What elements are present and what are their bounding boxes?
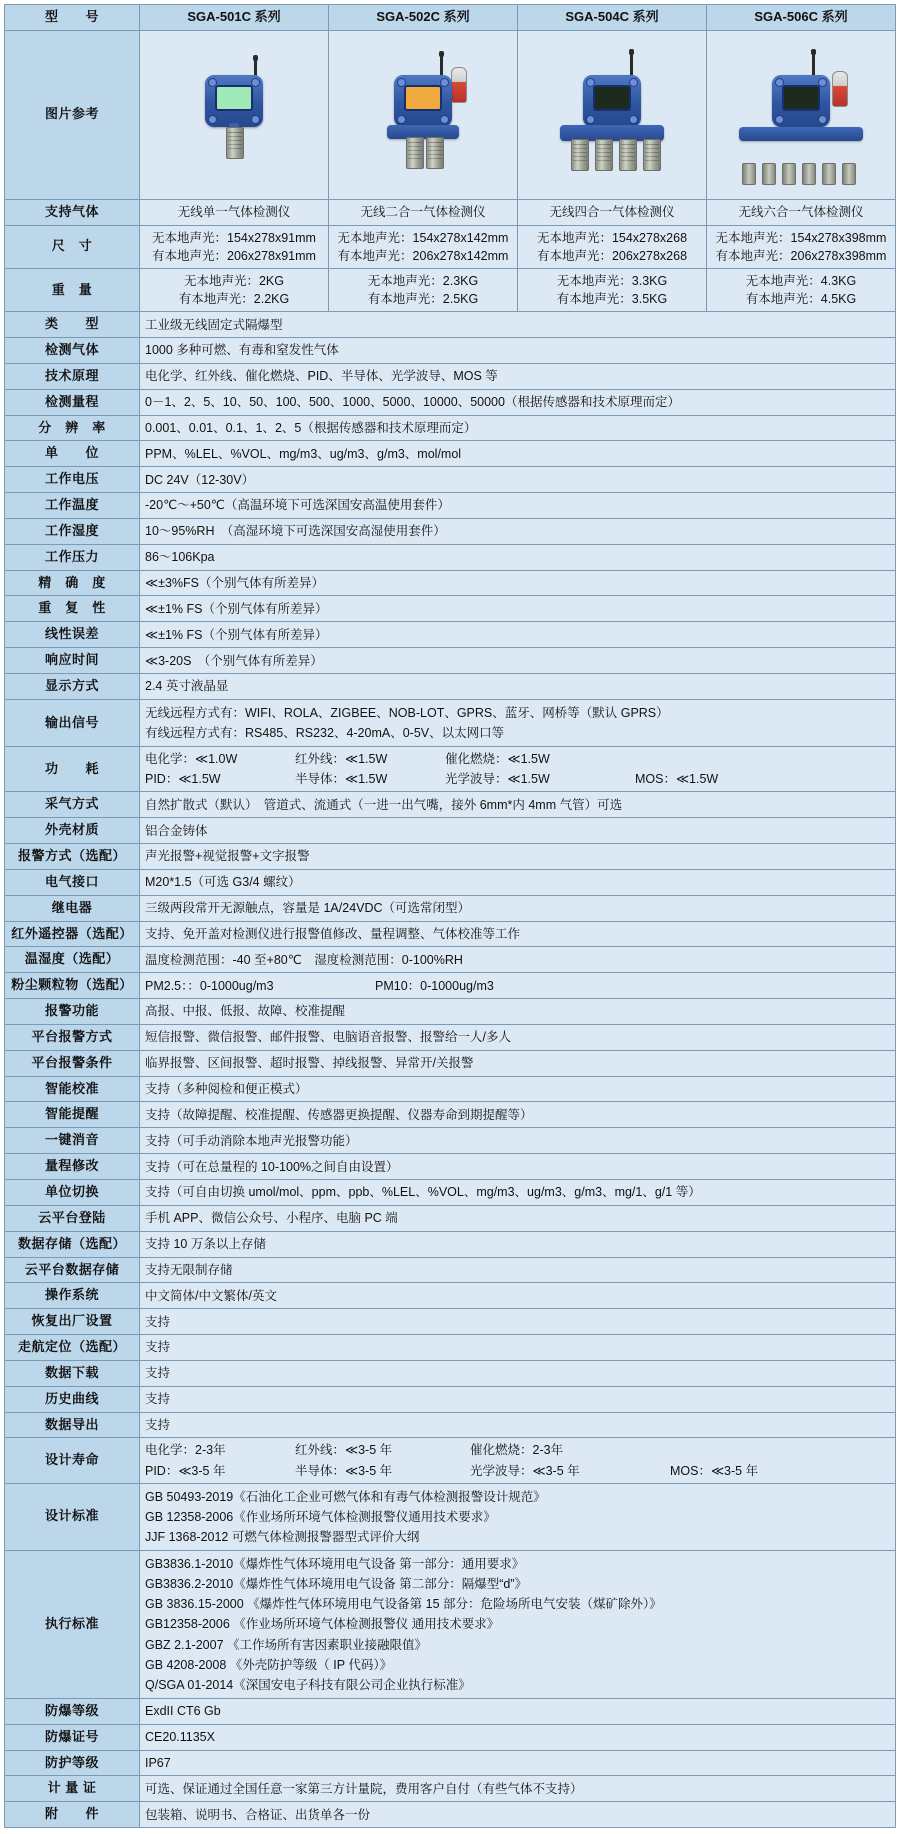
table-row-principle bbox=[5, 363, 896, 389]
weight-no-alarm: 无本地声光：2KG bbox=[183, 273, 284, 288]
sensor-probe bbox=[619, 139, 637, 171]
alarm-beacon-icon bbox=[832, 71, 848, 107]
table-row-unit-switch bbox=[5, 1180, 896, 1206]
row-value-response-time: ≪3-20S （个别气体有所差异） bbox=[140, 648, 896, 674]
row-value-metrology-cert: 可选、保证通过全国任意一家第三方计量院，费用客户自付（有些气体不支持） bbox=[140, 1776, 896, 1802]
table-row-humidity bbox=[5, 518, 896, 544]
row-label-factory-reset: 恢复出厂设置 bbox=[5, 1309, 140, 1335]
table-row-gps bbox=[5, 1335, 896, 1361]
table-row-ir-remote bbox=[5, 921, 896, 947]
row-value-electrical-interface: M20*1.5（可选 G3/4 螺纹） bbox=[140, 869, 896, 895]
bolt-icon bbox=[440, 78, 449, 87]
row-label-type: 类 型 bbox=[5, 312, 140, 338]
row-value-accuracy: ≪±3%FS（个别气体有所差异） bbox=[140, 570, 896, 596]
row-label-ex-cert: 防爆证号 bbox=[5, 1724, 140, 1750]
row-label-unit: 单 位 bbox=[5, 441, 140, 467]
table-row-unit bbox=[5, 441, 896, 467]
table-row-ip-rating bbox=[5, 1750, 896, 1776]
life-pid: PID：≪3-5 年 bbox=[145, 1463, 226, 1478]
table-row-data-storage bbox=[5, 1231, 896, 1257]
table-row-dust bbox=[5, 973, 896, 999]
row-label-os: 操作系统 bbox=[5, 1283, 140, 1309]
row-label-ir-remote: 红外遥控器（选配） bbox=[5, 921, 140, 947]
row-label-size: 尺 寸 bbox=[5, 225, 140, 268]
table-row-cloud-login bbox=[5, 1205, 896, 1231]
manifold bbox=[739, 127, 863, 141]
row-value-cloud-login: 手机 APP、微信公众号、小程序、电脑 PC 端 bbox=[140, 1205, 896, 1231]
exec-standard-line: GB 4208-2008 《外壳防护等级（ IP 代码）》 bbox=[145, 1657, 393, 1672]
dust-pm25: PM2.5：：0-1000ug/m3 bbox=[145, 978, 274, 993]
support-gas-2: 无线二合一气体检测仪 bbox=[329, 199, 518, 225]
detector-body bbox=[205, 75, 263, 127]
row-value-humidity: 10～95%RH （高湿环境下可选深国安高湿使用套件） bbox=[140, 518, 896, 544]
life-optical: 光学波导：≪3-5 年 bbox=[470, 1463, 580, 1478]
table-row-size bbox=[5, 225, 896, 268]
table-row-output-signal bbox=[5, 699, 896, 746]
bolt-icon bbox=[586, 78, 595, 87]
support-gas-1: 无线单一气体检测仪 bbox=[140, 199, 329, 225]
row-value-smart-reminder: 支持（故障提醒、校准提醒、传感器更换提醒、仪器寿命到期提醒等） bbox=[140, 1102, 896, 1128]
row-label-sampling: 采气方式 bbox=[5, 792, 140, 818]
support-gas-3: 无线四合一气体检测仪 bbox=[518, 199, 707, 225]
detector-body bbox=[394, 75, 452, 127]
row-label-range: 检测量程 bbox=[5, 389, 140, 415]
row-label-cloud-login: 云平台登陆 bbox=[5, 1205, 140, 1231]
table-row-detect-gas bbox=[5, 338, 896, 364]
sensor-probe bbox=[595, 139, 613, 171]
table-row-platform-alarm-condition bbox=[5, 1050, 896, 1076]
table-row-cloud-storage bbox=[5, 1257, 896, 1283]
exec-standard-line: GB3836.1-2010《爆炸性气体环境用电气设备 第一部分：通用要求》 bbox=[145, 1557, 525, 1572]
row-label-cloud-storage: 云平台数据存储 bbox=[5, 1257, 140, 1283]
table-row-accuracy bbox=[5, 570, 896, 596]
row-value-mute: 支持（可手动消除本地声光报警功能） bbox=[140, 1128, 896, 1154]
exec-standard-line: GBZ 2.1-2007 《工作场所有害因素职业接融限值》 bbox=[145, 1637, 427, 1652]
weight-3 bbox=[518, 268, 707, 311]
size-no-alarm: 无本地声光：154x278x91mm bbox=[152, 230, 316, 245]
row-label-range-modify: 量程修改 bbox=[5, 1154, 140, 1180]
row-label-accessories: 附 件 bbox=[5, 1802, 140, 1828]
table-row-smart-calibration bbox=[5, 1076, 896, 1102]
size-1 bbox=[140, 225, 329, 268]
row-value-range-modify: 支持（可在总量程的 10-100%之间自由设置） bbox=[140, 1154, 896, 1180]
row-value-os: 中文简体/中文繁体/英文 bbox=[140, 1283, 896, 1309]
table-row-history-curve bbox=[5, 1386, 896, 1412]
display-screen bbox=[404, 85, 442, 111]
row-value-platform-alarm-condition: 临界报警、区间报警、超时报警、掉线报警、异常开/关报警 bbox=[140, 1050, 896, 1076]
row-value-unit: PPM、%LEL、%VOL、mg/m3、ug/m3、g/m3、mol/mol bbox=[140, 441, 896, 467]
row-value-platform-alarm-mode: 短信报警、微信报警、邮件报警、电脑语音报警、报警给一人/多人 bbox=[140, 1024, 896, 1050]
size-4 bbox=[707, 225, 896, 268]
row-label-dust: 粉尘颗粒物（选配） bbox=[5, 973, 140, 999]
life-blank bbox=[670, 1441, 890, 1459]
sensor-probe bbox=[742, 163, 756, 185]
power-semiconductor: 半导体：≪1.5W bbox=[295, 772, 388, 787]
row-value-type: 工业级无线固定式隔爆型 bbox=[140, 312, 896, 338]
exec-standard-line: GB12358-2006 《作业场所环境气体检测报警仪 通用技术要求》 bbox=[145, 1617, 500, 1632]
size-2 bbox=[329, 225, 518, 268]
table-row-relay bbox=[5, 895, 896, 921]
life-infrared: 红外线：≪3-5 年 bbox=[295, 1443, 393, 1458]
row-value-factory-reset: 支持 bbox=[140, 1309, 896, 1335]
bolt-icon bbox=[251, 115, 260, 124]
table-row-type bbox=[5, 312, 896, 338]
row-value-data-download: 支持 bbox=[140, 1360, 896, 1386]
row-label-gps: 走航定位（选配） bbox=[5, 1335, 140, 1361]
row-value-ip-rating: IP67 bbox=[140, 1750, 896, 1776]
row-value-ex-cert: CE20.1135X bbox=[140, 1724, 896, 1750]
table-row-repeatability bbox=[5, 596, 896, 622]
table-row-os bbox=[5, 1283, 896, 1309]
power-catalytic: 催化燃烧：≪1.5W bbox=[445, 752, 550, 767]
power-infrared: 红外线：≪1.5W bbox=[295, 752, 388, 767]
life-electrochemical: 电化学：2-3年 bbox=[145, 1443, 226, 1458]
row-value-history-curve: 支持 bbox=[140, 1386, 896, 1412]
weight-with-alarm: 有本地声光：2.2KG bbox=[178, 292, 290, 307]
power-optical: 光学波导：≪1.5W bbox=[445, 772, 550, 787]
size-no-alarm: 无本地声光：154x278x142mm bbox=[337, 230, 509, 245]
row-label-image: 图片参考 bbox=[5, 30, 140, 199]
power-blank bbox=[635, 750, 890, 768]
device-image-504c bbox=[518, 30, 707, 199]
row-value-resolution: 0.001、0.01、0.1、1、2、5（根据传感器和技术原理而定） bbox=[140, 415, 896, 441]
life-catalytic: 催化燃烧：2-3年 bbox=[470, 1443, 564, 1458]
row-label-relay: 继电器 bbox=[5, 895, 140, 921]
row-label-temperature: 工作温度 bbox=[5, 493, 140, 519]
row-value-dust bbox=[140, 973, 896, 999]
weight-with-alarm: 有本地声光：4.5KG bbox=[745, 292, 857, 307]
bolt-icon bbox=[775, 115, 784, 124]
design-standard-line: GB 50493-2019《石油化工企业可燃气体和有毒气体检测报警设计规范》 bbox=[145, 1489, 546, 1504]
row-value-design-standard bbox=[140, 1483, 896, 1550]
table-row-range bbox=[5, 389, 896, 415]
table-row-power bbox=[5, 747, 896, 792]
row-value-accessories: 包装箱、说明书、合格证、出货单各一份 bbox=[140, 1802, 896, 1828]
bolt-icon bbox=[818, 115, 827, 124]
exec-standard-line: Q/SGA 01-2014《深国安电子科技有限公司企业执行标准》 bbox=[145, 1677, 471, 1692]
design-standard-line: JJF 1368-2012 可燃气体检测报警器型式评价大纲 bbox=[145, 1529, 420, 1544]
size-with-alarm: 有本地声光：206x278x268 bbox=[536, 248, 688, 263]
table-row-data-download bbox=[5, 1360, 896, 1386]
row-label-ex-rating: 防爆等级 bbox=[5, 1698, 140, 1724]
row-label-ip-rating: 防护等级 bbox=[5, 1750, 140, 1776]
bolt-icon bbox=[397, 115, 406, 124]
table-row-temperature bbox=[5, 493, 896, 519]
row-value-sampling: 自然扩散式（默认） 管道式、流通式（一进一出气嘴，接外 6mm*内 4mm 气管）可选 bbox=[140, 792, 896, 818]
row-value-display: 2.4 英寸液晶显 bbox=[140, 674, 896, 700]
weight-no-alarm: 无本地声光：4.3KG bbox=[745, 273, 857, 288]
row-label-unit-switch: 单位切换 bbox=[5, 1180, 140, 1206]
row-label-detect-gas: 检测气体 bbox=[5, 338, 140, 364]
model-1: SGA-501C 系列 bbox=[140, 5, 329, 31]
table-row-temp-humidity-option bbox=[5, 947, 896, 973]
row-value-pressure: 86～106Kpa bbox=[140, 544, 896, 570]
row-label-smart-reminder: 智能提醒 bbox=[5, 1102, 140, 1128]
row-label-resolution: 分 辨 率 bbox=[5, 415, 140, 441]
table-row-voltage bbox=[5, 467, 896, 493]
sensor-probe bbox=[842, 163, 856, 185]
bolt-icon bbox=[208, 78, 217, 87]
row-value-repeatability: ≪±1% FS（个别气体有所差异） bbox=[140, 596, 896, 622]
wireless-methods: 无线远程方式有：WIFI、ROLA、ZIGBEE、NOB-LOT、GPRS、蓝牙、网桥等（默认 GPRS） bbox=[145, 705, 669, 720]
row-label-metrology-cert: 计 量 证 bbox=[5, 1776, 140, 1802]
row-label-design-life: 设计寿命 bbox=[5, 1438, 140, 1483]
row-value-gps: 支持 bbox=[140, 1335, 896, 1361]
four-in-one-gas-detector-illustration bbox=[537, 37, 687, 187]
sensor-probe bbox=[762, 163, 776, 185]
wired-methods: 有线远程方式有：RS485、RS232、4-20mA、0-5V、以太网口等 bbox=[145, 725, 505, 740]
sensor-probe bbox=[782, 163, 796, 185]
row-value-detect-gas: 1000 多种可燃、有毒和窒发性气体 bbox=[140, 338, 896, 364]
table-row-response-time bbox=[5, 648, 896, 674]
row-value-relay: 三级两段常开无源触点，容量是 1A/24VDC（可选常闭型） bbox=[140, 895, 896, 921]
bolt-icon bbox=[251, 78, 260, 87]
row-label-principle: 技术原理 bbox=[5, 363, 140, 389]
row-value-data-export: 支持 bbox=[140, 1412, 896, 1438]
table-row-image bbox=[5, 30, 896, 199]
sensor-probe bbox=[643, 139, 661, 171]
row-value-housing: 铝合金铸体 bbox=[140, 818, 896, 844]
table-row-weight bbox=[5, 268, 896, 311]
row-value-exec-standard bbox=[140, 1551, 896, 1699]
row-label-data-storage: 数据存储（选配） bbox=[5, 1231, 140, 1257]
table-row-linearity bbox=[5, 622, 896, 648]
display-screen bbox=[215, 85, 253, 111]
alarm-beacon-icon bbox=[451, 67, 467, 103]
life-mos: MOS：≪3-5 年 bbox=[670, 1463, 759, 1478]
table-row-data-export bbox=[5, 1412, 896, 1438]
row-label-temp-humidity-option: 温湿度（选配） bbox=[5, 947, 140, 973]
table-row-metrology-cert bbox=[5, 1776, 896, 1802]
row-label-platform-alarm-mode: 平台报警方式 bbox=[5, 1024, 140, 1050]
table-row-design-standard bbox=[5, 1483, 896, 1550]
row-label-data-export: 数据导出 bbox=[5, 1412, 140, 1438]
power-mos: MOS：≪1.5W bbox=[635, 772, 719, 787]
size-no-alarm: 无本地声光：154x278x398mm bbox=[715, 230, 887, 245]
design-standard-line: GB 12358-2006《作业场所环境气体检测报警仪通用技术要求》 bbox=[145, 1509, 496, 1524]
table-row-alarm-function bbox=[5, 999, 896, 1025]
table-row-mute bbox=[5, 1128, 896, 1154]
size-no-alarm: 无本地声光：154x278x268 bbox=[536, 230, 688, 245]
row-value-alarm-mode: 声光报警+视觉报警+文字报警 bbox=[140, 844, 896, 870]
table-row-pressure bbox=[5, 544, 896, 570]
sensor-probe bbox=[571, 139, 589, 171]
table-row-model bbox=[5, 5, 896, 31]
table-row-platform-alarm-mode bbox=[5, 1024, 896, 1050]
row-label-display: 显示方式 bbox=[5, 674, 140, 700]
row-label-electrical-interface: 电气接口 bbox=[5, 869, 140, 895]
sensor-probe bbox=[802, 163, 816, 185]
bolt-icon bbox=[586, 115, 595, 124]
row-label-linearity: 线性误差 bbox=[5, 622, 140, 648]
row-value-linearity: ≪±1% FS（个别气体有所差异） bbox=[140, 622, 896, 648]
row-label-humidity: 工作湿度 bbox=[5, 518, 140, 544]
exec-standard-line: GB3836.2-2010《爆炸性气体环境用电气设备 第二部分：隔爆型“d”》 bbox=[145, 1577, 528, 1592]
row-value-unit-switch: 支持（可自由切换 umol/mol、ppm、ppb、%LEL、%VOL、mg/m3、ug/m3、g/m3、mg/1、g/1 等） bbox=[140, 1180, 896, 1206]
sensor-probe bbox=[406, 137, 424, 169]
single-gas-detector-illustration bbox=[159, 37, 309, 187]
bolt-icon bbox=[208, 115, 217, 124]
row-value-range: 0－1、2、5、10、50、100、500、1000、5000、10000、50000（根据传感器和技术原理而定） bbox=[140, 389, 896, 415]
row-label-power: 功 耗 bbox=[5, 747, 140, 792]
row-value-voltage: DC 24V（12-30V） bbox=[140, 467, 896, 493]
row-label-support-gas: 支持气体 bbox=[5, 199, 140, 225]
table-row-accessories bbox=[5, 1802, 896, 1828]
row-label-mute: 一键消音 bbox=[5, 1128, 140, 1154]
bolt-icon bbox=[629, 115, 638, 124]
two-in-one-gas-detector-illustration bbox=[348, 37, 498, 187]
row-label-alarm-mode: 报警方式（选配） bbox=[5, 844, 140, 870]
dust-pm10: PM10：0-1000ug/m3 bbox=[375, 978, 494, 993]
power-electrochemical: 电化学：≪1.0W bbox=[145, 752, 238, 767]
weight-2 bbox=[329, 268, 518, 311]
row-label-response-time: 响应时间 bbox=[5, 648, 140, 674]
table-row-design-life bbox=[5, 1438, 896, 1483]
weight-no-alarm: 无本地声光：2.3KG bbox=[367, 273, 479, 288]
row-label-history-curve: 历史曲线 bbox=[5, 1386, 140, 1412]
display-screen bbox=[593, 85, 631, 111]
row-value-temp-humidity-option: 温度检测范围：-40 至+80℃ 湿度检测范围：0-100%RH bbox=[140, 947, 896, 973]
row-label-model: 型 号 bbox=[5, 5, 140, 31]
bolt-icon bbox=[440, 115, 449, 124]
row-value-alarm-function: 高报、中报、低报、故障、校准提醒 bbox=[140, 999, 896, 1025]
row-label-pressure: 工作压力 bbox=[5, 544, 140, 570]
table-row-ex-rating bbox=[5, 1698, 896, 1724]
device-image-501c bbox=[140, 30, 329, 199]
row-label-output-signal: 输出信号 bbox=[5, 699, 140, 746]
row-value-ex-rating: ExdII CT6 Gb bbox=[140, 1698, 896, 1724]
row-value-smart-calibration: 支持（多种阅检和便正模式） bbox=[140, 1076, 896, 1102]
row-value-cloud-storage: 支持无限制存储 bbox=[140, 1257, 896, 1283]
table-row-housing bbox=[5, 818, 896, 844]
spec-table bbox=[4, 4, 896, 1828]
row-value-output-signal bbox=[140, 699, 896, 746]
table-row-exec-standard bbox=[5, 1551, 896, 1699]
row-label-voltage: 工作电压 bbox=[5, 467, 140, 493]
sensor-probe bbox=[226, 127, 244, 159]
row-value-design-life bbox=[140, 1438, 896, 1483]
row-label-weight: 重 量 bbox=[5, 268, 140, 311]
row-label-smart-calibration: 智能校准 bbox=[5, 1076, 140, 1102]
sensor-probe bbox=[426, 137, 444, 169]
table-row-sampling bbox=[5, 792, 896, 818]
table-row-range-modify bbox=[5, 1154, 896, 1180]
size-3 bbox=[518, 225, 707, 268]
detector-body bbox=[583, 75, 641, 127]
life-semiconductor: 半导体：≪3-5 年 bbox=[295, 1463, 393, 1478]
row-value-principle: 电化学、红外线、催化燃烧、PID、半导体、光学波导、MOS 等 bbox=[140, 363, 896, 389]
row-label-repeatability: 重 复 性 bbox=[5, 596, 140, 622]
bolt-icon bbox=[397, 78, 406, 87]
table-row-factory-reset bbox=[5, 1309, 896, 1335]
size-with-alarm: 有本地声光：206x278x91mm bbox=[152, 248, 316, 263]
display-screen bbox=[782, 85, 820, 111]
table-row-alarm-mode bbox=[5, 844, 896, 870]
model-4: SGA-506C 系列 bbox=[707, 5, 896, 31]
sensor-probe bbox=[822, 163, 836, 185]
weight-with-alarm: 有本地声光：2.5KG bbox=[367, 292, 479, 307]
exec-standard-line: GB 3836.15-2000 《爆炸性气体环境用电气设备第 15 部分：危险场所电气安装（煤矿除外）》 bbox=[145, 1597, 662, 1612]
size-with-alarm: 有本地声光：206x278x398mm bbox=[715, 248, 887, 263]
row-label-data-download: 数据下载 bbox=[5, 1360, 140, 1386]
row-label-design-standard: 设计标准 bbox=[5, 1483, 140, 1550]
row-value-ir-remote: 支持、免开盖对检测仪进行报警值修改、量程调整、气体校准等工作 bbox=[140, 921, 896, 947]
row-label-exec-standard: 执行标准 bbox=[5, 1551, 140, 1699]
table-row-display bbox=[5, 674, 896, 700]
device-image-506c bbox=[707, 30, 896, 199]
support-gas-4: 无线六合一气体检测仪 bbox=[707, 199, 896, 225]
size-with-alarm: 有本地声光：206x278x142mm bbox=[337, 248, 509, 263]
six-in-one-gas-detector-illustration bbox=[726, 37, 876, 187]
model-3: SGA-504C 系列 bbox=[518, 5, 707, 31]
weight-no-alarm: 无本地声光：3.3KG bbox=[556, 273, 668, 288]
table-row-electrical-interface bbox=[5, 869, 896, 895]
bolt-icon bbox=[818, 78, 827, 87]
row-value-data-storage: 支持 10 万条以上存储 bbox=[140, 1231, 896, 1257]
table-row-resolution bbox=[5, 415, 896, 441]
row-label-housing: 外壳材质 bbox=[5, 818, 140, 844]
detector-body bbox=[772, 75, 830, 127]
row-value-temperature: -20℃～+50℃（高温环境下可选深国安高温使用套件） bbox=[140, 493, 896, 519]
row-label-accuracy: 精 确 度 bbox=[5, 570, 140, 596]
bolt-icon bbox=[629, 78, 638, 87]
row-value-power bbox=[140, 747, 896, 792]
row-label-platform-alarm-condition: 平台报警条件 bbox=[5, 1050, 140, 1076]
device-image-502c bbox=[329, 30, 518, 199]
table-row-support-gas bbox=[5, 199, 896, 225]
bolt-icon bbox=[775, 78, 784, 87]
row-label-alarm-function: 报警功能 bbox=[5, 999, 140, 1025]
weight-4 bbox=[707, 268, 896, 311]
table-row-ex-cert bbox=[5, 1724, 896, 1750]
weight-with-alarm: 有本地声光：3.5KG bbox=[556, 292, 668, 307]
weight-1 bbox=[140, 268, 329, 311]
table-row-smart-reminder bbox=[5, 1102, 896, 1128]
power-pid: PID：≪1.5W bbox=[145, 772, 221, 787]
model-2: SGA-502C 系列 bbox=[329, 5, 518, 31]
